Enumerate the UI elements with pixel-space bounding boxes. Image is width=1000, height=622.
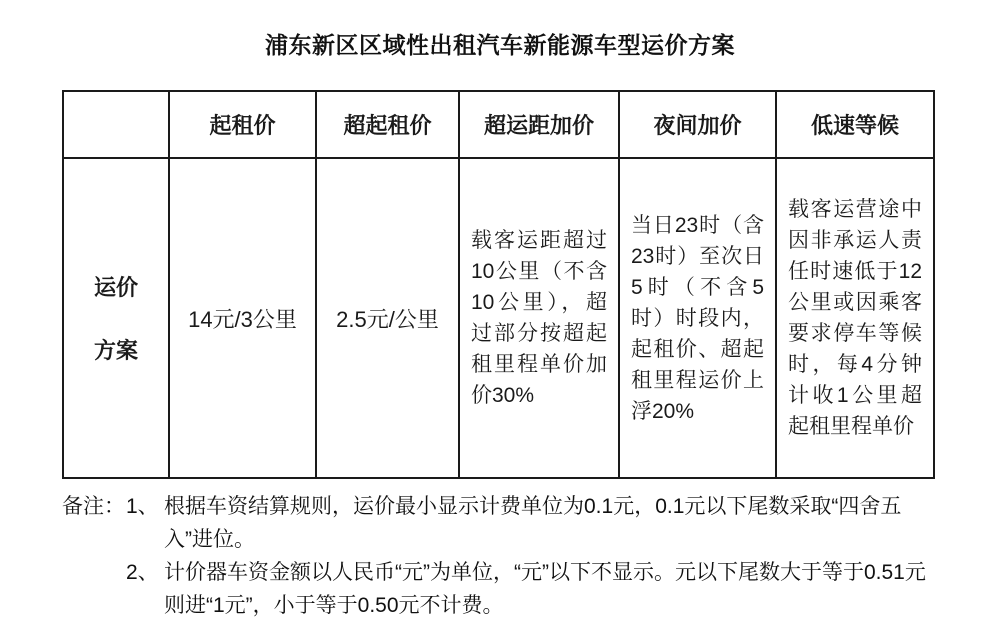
note-text: 计价器车资金额以人民币“元”为单位，“元”以下不显示。元以下尾数大于等于0.51元则进“1元”，小于等于0.50元不计费。 <box>164 561 926 617</box>
cell-low-speed-waiting: 载客运营途中因非承运人责任时速低于12公里或因乘客要求停车等候时，每4分钟计收1公里超起租里程单价 <box>776 158 934 478</box>
cell-excess-base-fare: 2.5元/公里 <box>316 158 459 478</box>
row-label-fare-plan <box>63 158 169 478</box>
note-number: 1、 <box>126 495 159 518</box>
col-header-night-surcharge: 夜间加价 <box>619 91 776 158</box>
col-header-base-fare: 起租价 <box>169 91 316 158</box>
notes-section <box>62 490 938 622</box>
col-header-low-speed-waiting: 低速等候 <box>776 91 934 158</box>
note-item-2 <box>62 556 938 622</box>
row-label-line: 运价 <box>93 275 138 300</box>
col-header-excess-base-fare: 超起租价 <box>316 91 459 158</box>
note-text: 根据车资结算规则，运价最小显示计费单位为0.1元，0.1元以下尾数采取“四舍五入”进位。 <box>164 495 902 551</box>
note-item-1 <box>62 490 938 556</box>
note-number: 2、 <box>126 561 159 584</box>
header-row <box>63 91 934 158</box>
cell-long-distance-surcharge: 载客运距超过10公里（不含10公里），超过部分按超起租里程单价加价30% <box>459 158 619 478</box>
row-label-line: 方案 <box>93 338 138 363</box>
notes-label: 备注： <box>62 495 125 518</box>
table-row <box>63 158 934 478</box>
fare-table-body <box>63 158 934 478</box>
corner-cell <box>63 91 169 158</box>
cell-base-fare: 14元/3公里 <box>169 158 316 478</box>
col-header-long-distance-surcharge: 超运距加价 <box>459 91 619 158</box>
page-title: 浦东新区区域性出租汽车新能源车型运价方案 <box>265 32 735 58</box>
fare-table-header <box>63 91 934 158</box>
fare-table <box>62 90 935 479</box>
cell-night-surcharge: 当日23时（含23时）至次日5时（不含5时）时段内，起租价、超起租里程运价上浮20% <box>619 158 776 478</box>
